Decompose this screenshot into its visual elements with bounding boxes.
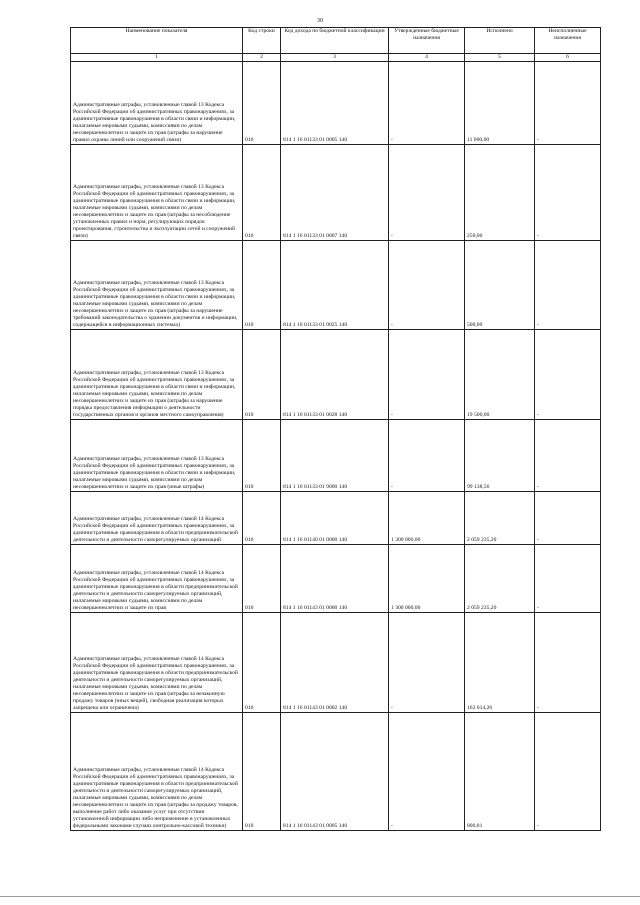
unexecuted-amount: - xyxy=(535,492,601,545)
income-code: 814 1 16 01143 01 0000 140 xyxy=(281,545,389,613)
header-unexecuted: Неисполненные назначения xyxy=(535,28,601,54)
table-row xyxy=(71,713,601,831)
indicator-name: Административные штрафы, установленные главой 13 Кодекса Российской Федерации об административных правонарушениях, за административные правонарушения в области связи и информации, налагаемые мировыми судьями, комиссиями по делам несовершеннолетних и защите их прав (штрафы за несоблюдение установленных правил и норм, регулирующих порядок проектирования, строительства и эксплуатации сетей и сооружений связи) xyxy=(71,145,243,241)
header-approved: Утвержденные бюджетные назначения xyxy=(389,28,465,54)
header-row xyxy=(71,28,601,54)
indicator-name: Административные штрафы, установленные главой 13 Кодекса Российской Федерации об административных правонарушениях, за административные правонарушения в области связи и информации, налагаемые мировыми судьями, комиссиями по делам несовершеннолетних и защите их прав (иные штрафы) xyxy=(71,420,243,492)
executed-amount: 11 000,00 xyxy=(465,62,535,145)
executed-amount: 163 014,26 xyxy=(465,613,535,713)
column-number: 5 xyxy=(465,54,535,62)
table-row xyxy=(71,613,601,713)
income-code: 814 1 16 01133 01 0028 140 xyxy=(281,330,389,420)
approved-amount: - xyxy=(389,713,465,831)
executed-amount: 2 059 235,20 xyxy=(465,545,535,613)
unexecuted-amount: - xyxy=(535,420,601,492)
unexecuted-amount: - xyxy=(535,545,601,613)
table-row xyxy=(71,62,601,145)
line-code: 010 xyxy=(243,420,281,492)
indicator-name: Административные штрафы, установленные главой 14 Кодекса Российской Федерации об административных правонарушениях, за административные правонарушения в области предпринимательской деятельности и деятельности саморегулируемых организаций xyxy=(71,492,243,545)
income-code: 814 1 16 01140 01 0000 140 xyxy=(281,492,389,545)
column-number-row xyxy=(71,54,601,62)
approved-amount: 1 300 000,00 xyxy=(389,492,465,545)
table-row xyxy=(71,492,601,545)
indicator-name: Административные штрафы, установленные главой 13 Кодекса Российской Федерации об административных правонарушениях, за административные правонарушения в области связи и информации, налагаемые мировыми судьями, комиссиями по делам несовершеннолетних и защите их прав (штрафы за нарушение требований законодательства о хранении документов и информации, содержащейся в информационных системах) xyxy=(71,241,243,330)
table-row xyxy=(71,145,601,241)
table-row xyxy=(71,545,601,613)
executed-amount: 500,00 xyxy=(465,241,535,330)
column-number: 2 xyxy=(243,54,281,62)
table-row xyxy=(71,330,601,420)
executed-amount: 99 138,56 xyxy=(465,420,535,492)
approved-amount: - xyxy=(389,613,465,713)
executed-amount: 2 059 235,20 xyxy=(465,492,535,545)
income-code: 814 1 16 01143 01 0002 140 xyxy=(281,613,389,713)
approved-amount: - xyxy=(389,62,465,145)
approved-amount: 1 300 000,00 xyxy=(389,545,465,613)
indicator-name: Административные штрафы, установленные главой 14 Кодекса Российской Федерации об административных правонарушениях, за административные правонарушения в области предпринимательской деятельности и деятельности саморегулируемых организаций, налагаемые мировыми судьями, комиссиями по делам несовершеннолетних и защите их прав (штрафы за продажу товаров, выполнение работ либо оказание услуг при отсутствии установленной информации либо неприменение в установленных федеральными законами случаях контрольно-кассовой техники) xyxy=(71,713,243,831)
indicator-name: Административные штрафы, установленные главой 13 Кодекса Российской Федерации об административных правонарушениях, за административные правонарушения в области связи и информации, налагаемые мировыми судьями, комиссиями по делам несовершеннолетних и защите их прав (штрафы за нарушение порядка предоставления информации о деятельности государственных органов и органов местного самоуправления) xyxy=(71,330,243,420)
line-code: 010 xyxy=(243,545,281,613)
indicator-name: Административные штрафы, установленные главой 13 Кодекса Российской Федерации об административных правонарушениях, за административные правонарушения в области связи и информации, налагаемые мировыми судьями, комиссиями по делам несовершеннолетних и защите их прав (штрафы за нарушение правил охраны линий или сооружений связи) xyxy=(71,62,243,145)
column-number: 1 xyxy=(71,54,243,62)
approved-amount: - xyxy=(389,241,465,330)
line-code: 010 xyxy=(243,330,281,420)
income-code: 814 1 16 01133 01 0005 140 xyxy=(281,62,389,145)
revenue-table xyxy=(70,27,601,831)
indicator-name: Административные штрафы, установленные главой 14 Кодекса Российской Федерации об административных правонарушениях, за административные правонарушения в области предпринимательской деятельности и деятельности саморегулируемых организаций, налагаемые мировыми судьями, комиссиями по делам несовершеннолетних и защите их прав xyxy=(71,545,243,613)
income-code: 814 1 16 01133 01 0007 140 xyxy=(281,145,389,241)
line-code: 010 xyxy=(243,492,281,545)
column-number: 3 xyxy=(281,54,389,62)
header-code: Код строки xyxy=(243,28,281,54)
approved-amount: - xyxy=(389,330,465,420)
line-code: 010 xyxy=(243,613,281,713)
income-code: 814 1 16 01133 01 9000 140 xyxy=(281,420,389,492)
executed-amount: 250,00 xyxy=(465,145,535,241)
table-row xyxy=(71,420,601,492)
approved-amount: - xyxy=(389,145,465,241)
line-code: 010 xyxy=(243,145,281,241)
executed-amount: 800,81 xyxy=(465,713,535,831)
column-number: 4 xyxy=(389,54,465,62)
page-bottom-rule xyxy=(0,896,640,897)
table-row xyxy=(71,241,601,330)
line-code: 010 xyxy=(243,241,281,330)
page-number: 30 xyxy=(317,18,323,24)
executed-amount: 19 500,00 xyxy=(465,330,535,420)
unexecuted-amount: - xyxy=(535,713,601,831)
line-code: 010 xyxy=(243,713,281,831)
header-executed: Исполнено xyxy=(465,28,535,54)
approved-amount: - xyxy=(389,420,465,492)
header-kbk: Код дохода по бюджетной классификации xyxy=(281,28,389,54)
income-code: 814 1 16 01143 01 0005 140 xyxy=(281,713,389,831)
column-number: 6 xyxy=(535,54,601,62)
unexecuted-amount: - xyxy=(535,330,601,420)
header-name: Наименование показателя xyxy=(71,28,243,54)
unexecuted-amount: - xyxy=(535,613,601,713)
unexecuted-amount: - xyxy=(535,62,601,145)
income-code: 814 1 16 01133 01 0025 140 xyxy=(281,241,389,330)
unexecuted-amount: - xyxy=(535,145,601,241)
unexecuted-amount: - xyxy=(535,241,601,330)
line-code: 010 xyxy=(243,62,281,145)
indicator-name: Административные штрафы, установленные главой 14 Кодекса Российской Федерации об административных правонарушениях, за административные правонарушения в области предпринимательской деятельности и деятельности саморегулируемых организаций, налагаемые мировыми судьями, комиссиями по делам несовершеннолетних и защите их прав (штрафы за незаконную продажу товаров (иных вещей), свободная реализация которых запрещена или ограничена) xyxy=(71,613,243,713)
